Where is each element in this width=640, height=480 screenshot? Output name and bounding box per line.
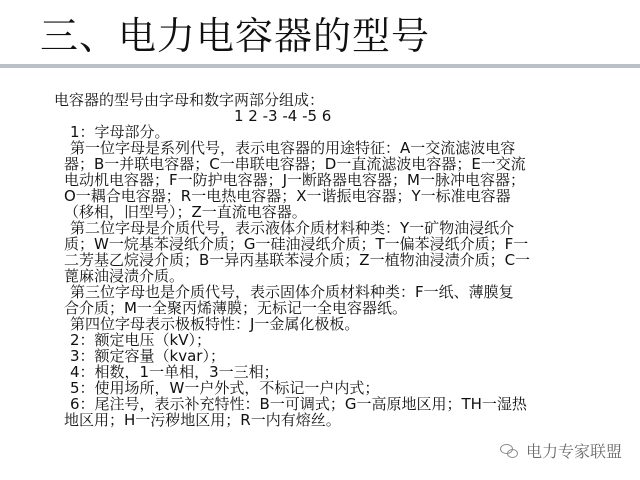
- title-divider: [0, 64, 640, 68]
- intro-text: 电容器的型号由字母和数字两部分组成：: [54, 92, 325, 108]
- content-line-2: 第一位字母是系列代号，表示电容器的用途特征：A一交流滤波电容: [70, 140, 516, 156]
- content-line-1: 1：字母部分。: [70, 124, 170, 140]
- content-line-4: 电动机电容器；F一防护电容器；J一断路器电容器；M一脉冲电容器；: [64, 172, 525, 188]
- content-line-19: 地区用；H一污秽地区用；R一内有熔丝。: [64, 412, 341, 428]
- content-line-15: 3：额定容量（kvar）；: [70, 348, 225, 364]
- content-line-9: 二芳基乙烷浸介质；B一异丙基联苯浸介质；Z一植物油浸渍介质；C一: [64, 252, 531, 268]
- content-line-10: 蓖麻油浸渍介质。: [64, 268, 185, 284]
- intro-line: [38, 92, 608, 108]
- content-line-5: O一耦合电容器；R一电热电容器；X一谐振电容器；Y一标准电容器: [64, 188, 511, 204]
- wechat-icon: [500, 444, 520, 460]
- model-code: 1 2 -3 -4 -5 6: [234, 108, 332, 124]
- content-line-13: 第四位字母表示极板特性：J一金属化极板。: [70, 316, 360, 332]
- content-line-7: 第二位字母是介质代号，表示液体介质材料种类：Y一矿物油浸纸介: [70, 220, 515, 236]
- content-line-16: 4：相数，1一单相，3一三相；: [70, 364, 279, 380]
- page-title: 三、电力电容器的型号: [40, 14, 431, 58]
- content-line-3: 器；B一并联电容器；C一串联电容器；D一直流滤波电容器；E一交流: [64, 156, 526, 172]
- watermark-text: 电力专家联盟: [525, 442, 622, 461]
- content-line-6: （移相，旧型号）；Z一直流电容器。: [64, 204, 307, 220]
- content-line-14: 2：额定电压（kV）；: [70, 332, 211, 348]
- content-line-8: 质；W一烷基苯浸纸介质；G一硅油浸纸介质；T一偏苯浸纸介质；F一: [64, 236, 529, 252]
- content-line-11: 第三位字母也是介质代号，表示固体介质材料种类：F一纸、薄膜复: [70, 284, 514, 300]
- content-line-18: 6：尾注号，表示补充特性：B一可调式；G一高原地区用；TH一湿热: [70, 396, 527, 412]
- slide-content: [38, 92, 608, 428]
- watermark: [500, 442, 622, 462]
- content-line-12: 合介质；M一全聚丙烯薄膜；无标记一全电容器纸。: [64, 300, 407, 316]
- content-line-17: 5：使用场所，W一户外式，不标记一户内式；: [70, 380, 380, 396]
